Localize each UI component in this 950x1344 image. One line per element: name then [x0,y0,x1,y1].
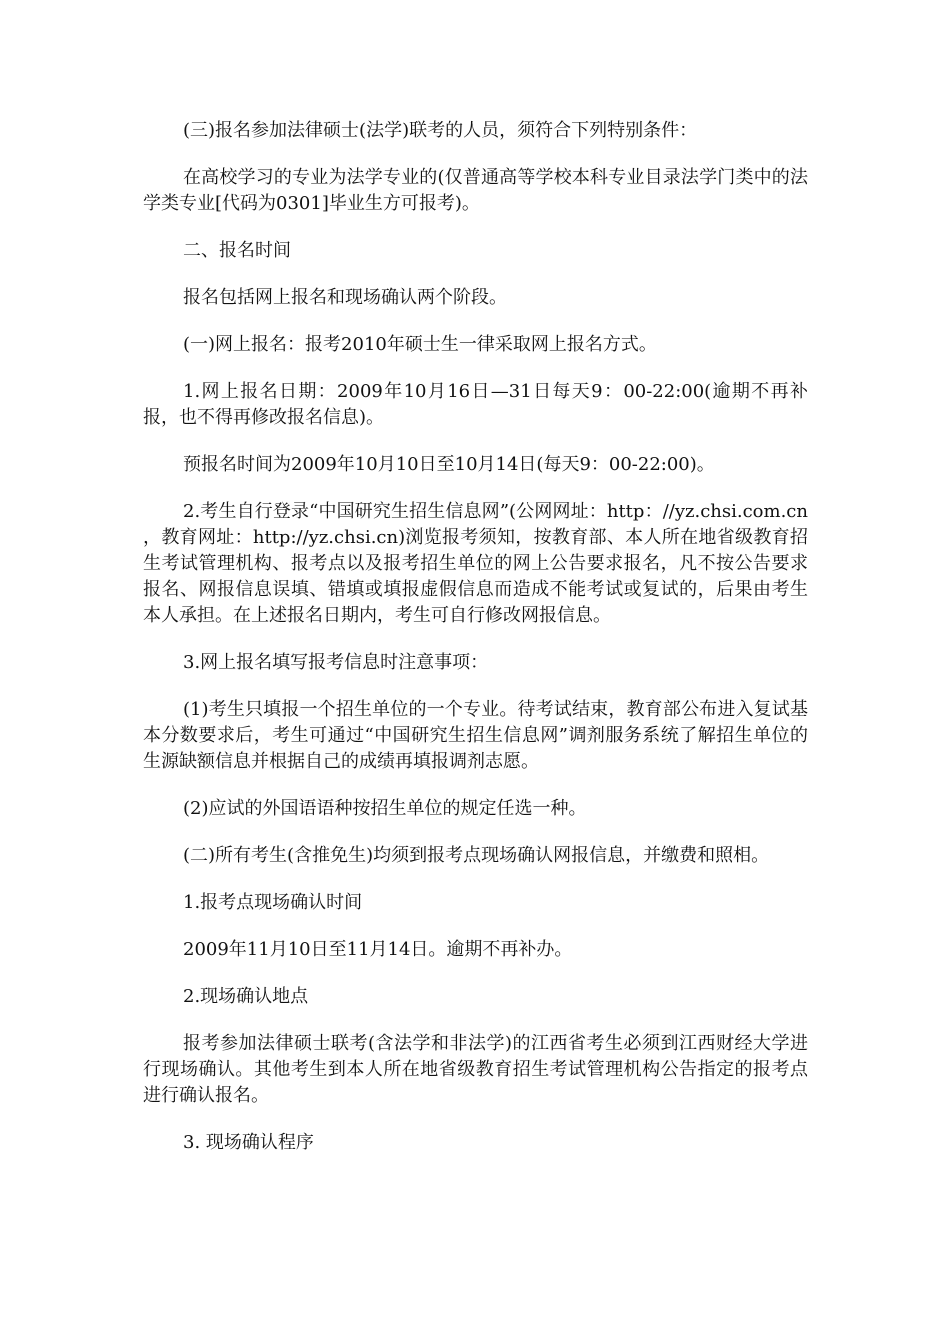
paragraph-pre-registration-time: 预报名时间为2009年10月10日至10月14日(每天9：00-22:00)。 [183,454,715,475]
paragraph-confirmation-dates: 2009年11月10日至11月14日。逾期不再补办。 [183,939,573,960]
paragraph-online-registration: (一)网上报名：报考2010年硕士生一律采取网上报名方式。 [183,334,657,355]
paragraph-login-instructions: 2.考生自行登录“中国研究生招生信息网”(公网网址：http：//yz.chsi.com.cn ，教育网址：http://yz.chsi.cn)浏览报考须知，按教育部、本人所在地省级教育招生考试管理机构、报考点以及报考招生单位的网上公告要求报名，凡不按公告要求报名、网报信息误填、错填或填报虚假信息而造成不能考试或复试的，后果由考生本人承担。在上述报名日期内，考生可自行修改网报信息。 [143,501,808,626]
paragraph-law-major-requirement: 在高校学习的专业为法学专业的(仅普通高等学校本科专业目录法学门类中的法学类专业[代码为0301]毕业生方可报考)。 [143,167,808,214]
paragraph-notes-heading: 3.网上报名填写报考信息时注意事项： [183,652,489,673]
paragraph-note-foreign-language: (2)应试的外国语语种按招生单位的规定任选一种。 [183,798,587,819]
paragraph-special-conditions-heading: (三)报名参加法律硕士(法学)联考的人员，须符合下列特别条件： [183,120,698,141]
paragraph-onsite-confirmation: (二)所有考生(含推免生)均须到报考点现场确认网报信息，并缴费和照相。 [183,845,770,866]
paragraph-confirmation-time-heading: 1.报考点现场确认时间 [183,892,363,913]
section-heading-registration-time: 二、报名时间 [183,240,291,261]
paragraph-confirmation-procedure-heading: 3. 现场确认程序 [183,1132,314,1153]
paragraph-confirmation-location-heading: 2.现场确认地点 [183,986,309,1007]
paragraph-note-single-major: (1)考生只填报一个招生单位的一个专业。待考试结束，教育部公布进入复试基本分数要求后，考生可通过“中国研究生招生信息网”调剂服务系统了解招生单位的生源缺额信息并根据自己的成绩再填报调剂志愿。 [143,699,808,772]
paragraph-confirmation-location: 报考参加法律硕士联考(含法学和非法学)的江西省考生必须到江西财经大学进行现场确认。其他考生到本人所在地省级教育招生考试管理机构公告指定的报考点进行确认报名。 [143,1033,808,1106]
paragraph-registration-stages: 报名包括网上报名和现场确认两个阶段。 [183,287,507,308]
document-body [143,118,808,1177]
paragraph-online-registration-dates: 1.网上报名日期：2009年10月16日—31日每天9：00-22:00(逾期不再补报，也不得再修改报名信息)。 [143,381,808,428]
